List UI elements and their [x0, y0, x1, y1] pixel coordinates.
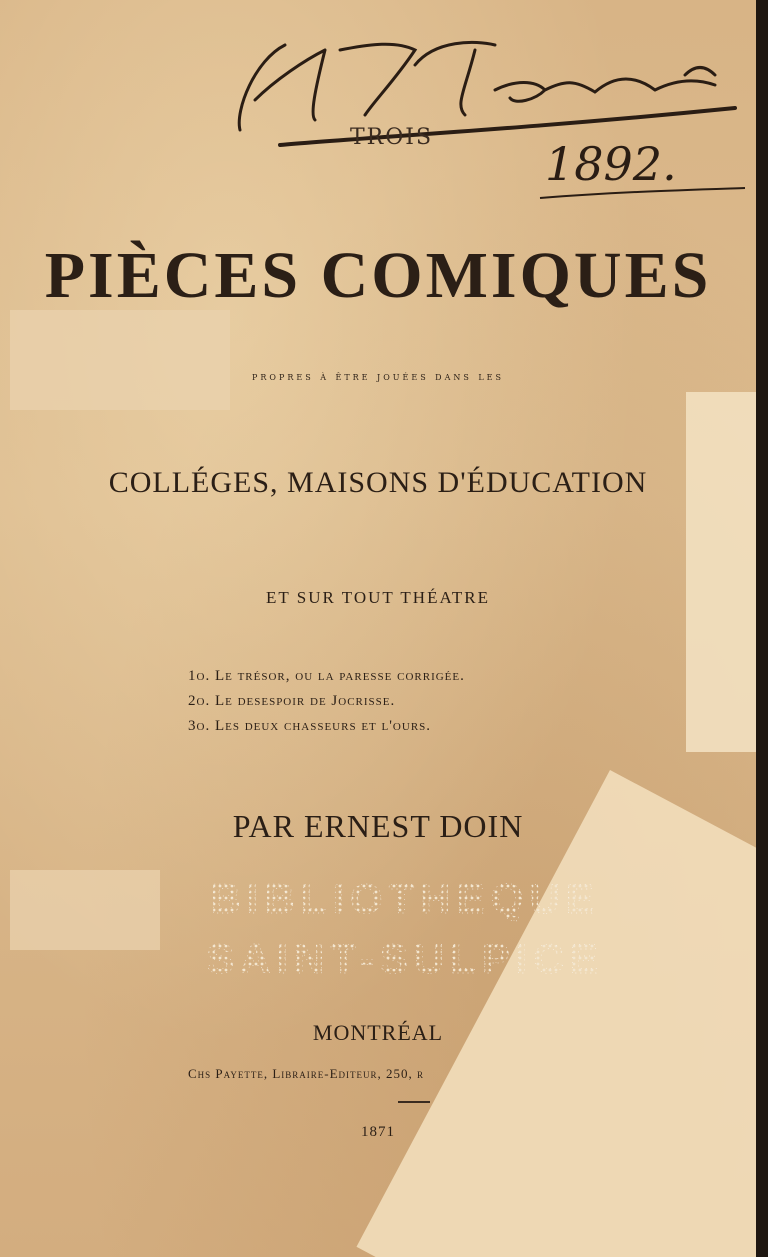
- book-subtitle: propres à être jouées dans les: [252, 370, 504, 383]
- play-item: 3o. Les deux chasseurs et l'ours.: [188, 718, 432, 734]
- publication-year: 1871: [361, 1124, 395, 1140]
- svg-text:BIBLIOTHEQUE: BIBLIOTHEQUE: [210, 875, 600, 922]
- plays-list: [188, 664, 465, 739]
- signature-year: 1892.: [545, 137, 677, 191]
- author-line: PAR ERNEST DOIN: [232, 808, 524, 844]
- struck-word: TROIS: [350, 125, 434, 150]
- perforated-library-stamp: [205, 865, 605, 985]
- tape-patch: [686, 392, 756, 752]
- svg-text:SAINT-SULPICE: SAINT-SULPICE: [206, 935, 604, 982]
- publication-city: MONTRÉAL: [312, 1020, 444, 1045]
- divider-dash: [398, 1101, 430, 1103]
- theatre-line: ET SUR TOUT THÉATRE: [266, 588, 490, 607]
- paper-stain: [10, 870, 160, 950]
- book-title: PIÈCES COMIQUES: [44, 239, 712, 312]
- handwritten-signature: [215, 20, 755, 220]
- publisher-line: Chs Payette, Libraire-Editeur, 250, r: [188, 1066, 425, 1081]
- play-item: 1o. Le trésor, ou la paresse corrigée.: [188, 668, 465, 684]
- paper-stain: [10, 310, 230, 410]
- venues-line: COLLÉGES, MAISONS D'ÉDUCATION: [108, 466, 648, 499]
- play-item: 2o. Le desespoir de Jocrisse.: [188, 693, 396, 709]
